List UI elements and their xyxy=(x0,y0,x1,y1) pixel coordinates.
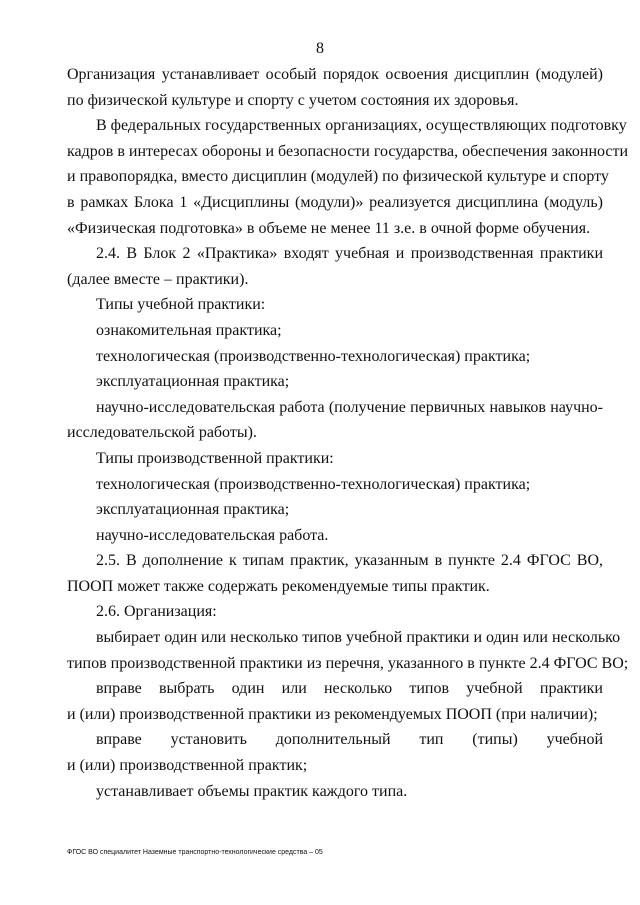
text-line: Типы производственной практики: xyxy=(96,449,334,467)
text-line: выбирает один или несколько типов учебной практики и один или несколько xyxy=(96,629,621,647)
text-line: «Физическая подготовка» в объеме не менее 11 з.е. в очной форме обучения. xyxy=(67,219,591,237)
text-line: технологическая (производственно-технологическая) практика; xyxy=(96,347,531,365)
text-line: 2.5. В дополнение к типам практик, указанным в пункте 2.4 ФГОС ВО, xyxy=(96,552,603,570)
text-line: Типы учебной практики: xyxy=(96,296,266,314)
text-line: кадров в интересах обороны и безопасности государства, обеспечения законности xyxy=(67,142,629,160)
text-line: 2.4. В Блок 2 «Практика» входят учебная и производственная практики xyxy=(96,245,603,263)
text-line: эксплуатационная практика; xyxy=(96,501,290,519)
text-line: вправе установить дополнительный тип (типы) учебной xyxy=(96,731,603,749)
text-line: эксплуатационная практика; xyxy=(96,373,290,391)
text-line: ПООП может также содержать рекомендуемые типы практик. xyxy=(67,577,490,595)
text-line: Организация устанавливает особый порядок освоения дисциплин (модулей) xyxy=(67,66,603,83)
text-line: ознакомительная практика; xyxy=(96,321,282,339)
document-body xyxy=(67,62,629,804)
text-line: 2.6. Организация: xyxy=(96,603,217,621)
text-line: по физической культуре и спорту с учетом состояния их здоровья. xyxy=(67,91,519,109)
page-footer: ФГОС ВО специалитет Наземные транспортно-технологические средства – 05 xyxy=(67,849,323,856)
text-line: исследовательской работы). xyxy=(67,424,257,442)
text-line: и (или) производственной практики из рекомендуемых ПООП (при наличии); xyxy=(67,705,598,723)
page-number: 8 xyxy=(316,40,324,57)
text-line: технологическая (производственно-технологическая) практика; xyxy=(96,475,531,493)
text-line: научно-исследовательская работа. xyxy=(96,526,329,544)
text-line: В федеральных государственных организациях, осуществляющих подготовку xyxy=(96,117,627,135)
text-line: типов производственной практики из перечня, указанного в пункте 2.4 ФГОС ВО; xyxy=(67,654,629,672)
text-line: (далее вместе – практики). xyxy=(67,270,249,288)
text-line: вправе выбрать один или несколько типов учебной практики xyxy=(96,680,603,698)
text-line: в рамках Блока 1 «Дисциплины (модули)» реализуется дисциплина (модуль) xyxy=(67,193,603,211)
text-line: научно-исследовательская работа (получение первичных навыков научно- xyxy=(96,398,603,416)
text-line: и правопорядка, вместо дисциплин (модулей) по физической культуре и спорту xyxy=(67,168,609,186)
text-line: устанавливает объемы практик каждого типа. xyxy=(96,782,408,800)
text-line: и (или) производственной практик; xyxy=(67,757,308,775)
